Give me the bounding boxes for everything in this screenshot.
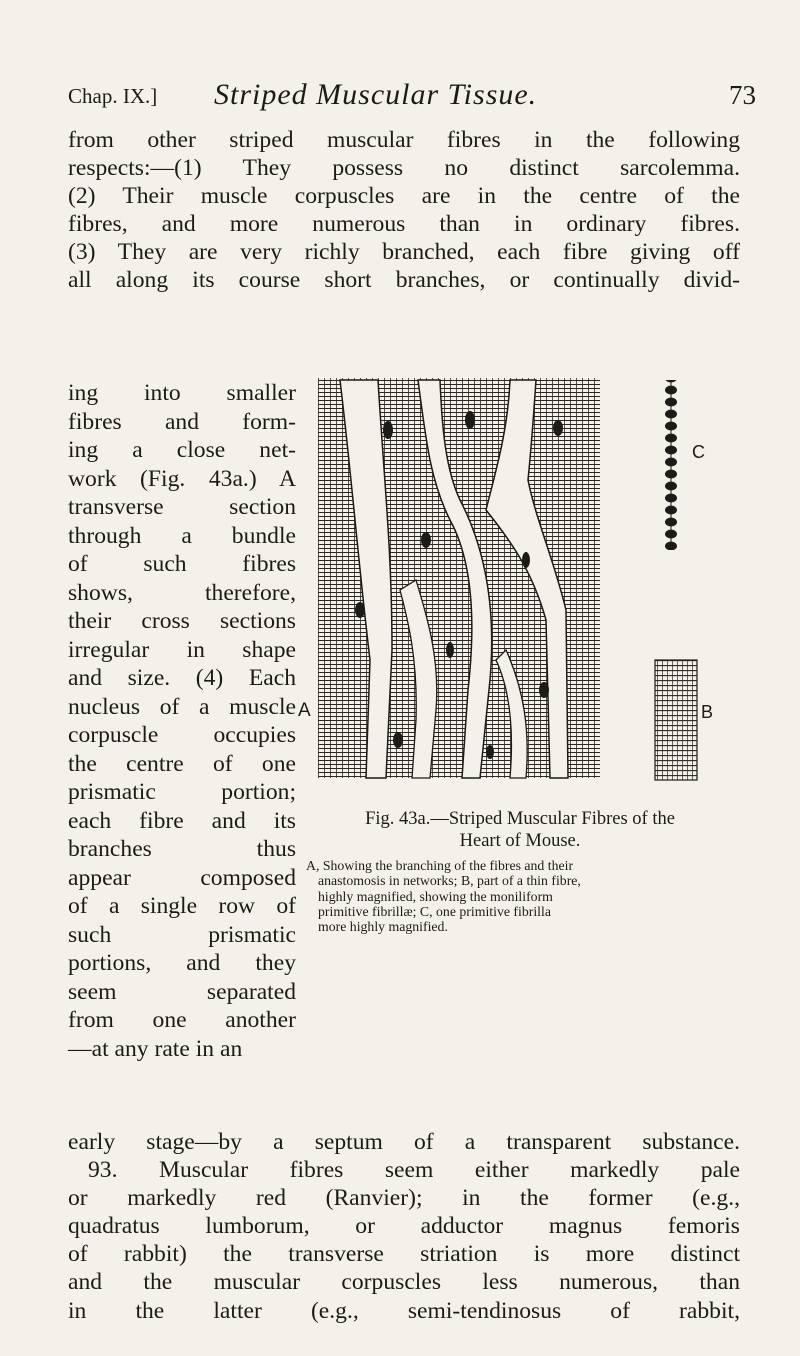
caption-line: A, Showing the branching of the fibres and their	[306, 858, 574, 873]
text-line: of a single row of	[68, 893, 296, 919]
text-line: from other striped muscular fibres in the following	[68, 127, 740, 153]
panel-b-fibre	[655, 660, 697, 780]
text-line: appear composed	[68, 864, 296, 891]
label-b: B	[701, 702, 714, 722]
text-line: shows, therefore,	[68, 579, 296, 606]
running-title: Striped Muscular Tissue.	[214, 78, 538, 111]
text-line: fibres and form-	[68, 408, 296, 435]
panel-a-network	[318, 378, 600, 778]
label-c: C	[692, 442, 705, 462]
running-header	[68, 78, 768, 118]
text-line: through a bundle	[68, 522, 296, 549]
caption-line: highly magnified, showing the moniliform	[318, 888, 553, 904]
text-line: quadratus lumborum, or adductor magnus femoris	[68, 1213, 740, 1240]
text-line: prismatic portion;	[68, 779, 296, 805]
panel-c-fibrilla	[665, 380, 677, 550]
text-line: seem separated	[68, 978, 296, 1005]
paragraph-bottom	[68, 1128, 740, 1325]
text-line: work (Fig. 43a.) A	[68, 465, 296, 492]
chapter-label: Chap. IX.]	[68, 84, 158, 108]
text-line: their cross sections	[68, 608, 296, 634]
text-line: of such fibres	[68, 551, 296, 577]
page-number: 73	[729, 80, 756, 110]
text-line: such prismatic	[68, 921, 296, 948]
text-line: or markedly red (Ranvier); in the former (e.g.,	[68, 1185, 740, 1212]
text-line: branches thus	[68, 836, 296, 862]
paragraph-left-column	[68, 379, 296, 1063]
text-line: (3) They are very richly branched, each fibre giving off	[68, 239, 740, 266]
caption-title-line: Fig. 43a.—Striped Muscular Fibres of the	[365, 809, 675, 829]
text-line: transverse section	[68, 494, 296, 520]
caption-title-line: Heart of Mouse.	[459, 831, 581, 851]
label-a: A	[298, 700, 311, 721]
text-line: all along its course short branches, or continually divid-	[68, 267, 740, 294]
text-line: respects:—(1) They possess no distinct sarcolemma.	[68, 155, 740, 182]
text-line: fibres, and more numerous than in ordinary fibres.	[68, 211, 740, 238]
text-line: 93. Muscular fibres seem either markedly pale	[88, 1157, 740, 1184]
text-line: corpuscle occupies	[68, 722, 296, 748]
text-line: —at any rate in an	[68, 1035, 243, 1062]
text-line: portions, and they	[68, 950, 296, 976]
text-line: in the latter (e.g., semi-tendinosus of rabbit,	[68, 1297, 740, 1324]
caption-line: more highly magnified.	[318, 919, 448, 935]
text-line: irregular in shape	[68, 636, 296, 663]
text-line: the centre of one	[68, 750, 296, 777]
muscle-fibre-illustration	[298, 360, 714, 800]
text-line: from one another	[68, 1007, 296, 1033]
paragraph-top	[68, 126, 740, 295]
caption-line: anastomosis in networks; B, part of a thin fibre,	[318, 873, 581, 889]
caption-title	[300, 808, 740, 852]
text-line: each fibre and its	[68, 807, 296, 834]
text-line: (2) Their muscle corpuscles are in the centre of the	[68, 183, 740, 210]
text-line: early stage—by a septum of a transparent substance.	[68, 1129, 740, 1155]
caption-body	[300, 858, 740, 934]
text-line: nucleus of a muscle	[68, 693, 296, 720]
text-line: ing into smaller	[68, 380, 296, 406]
text-line: and the muscular corpuscles less numerous, than	[68, 1269, 740, 1296]
text-line: and size. (4) Each	[68, 665, 296, 691]
figure-caption	[300, 808, 740, 934]
text-line: ing a close net-	[68, 437, 296, 463]
figure-43a	[298, 360, 714, 800]
text-line: of rabbit) the transverse striation is more distinct	[68, 1241, 740, 1268]
caption-line: primitive fibrillæ; C, one primitive fibrilla	[318, 903, 551, 919]
